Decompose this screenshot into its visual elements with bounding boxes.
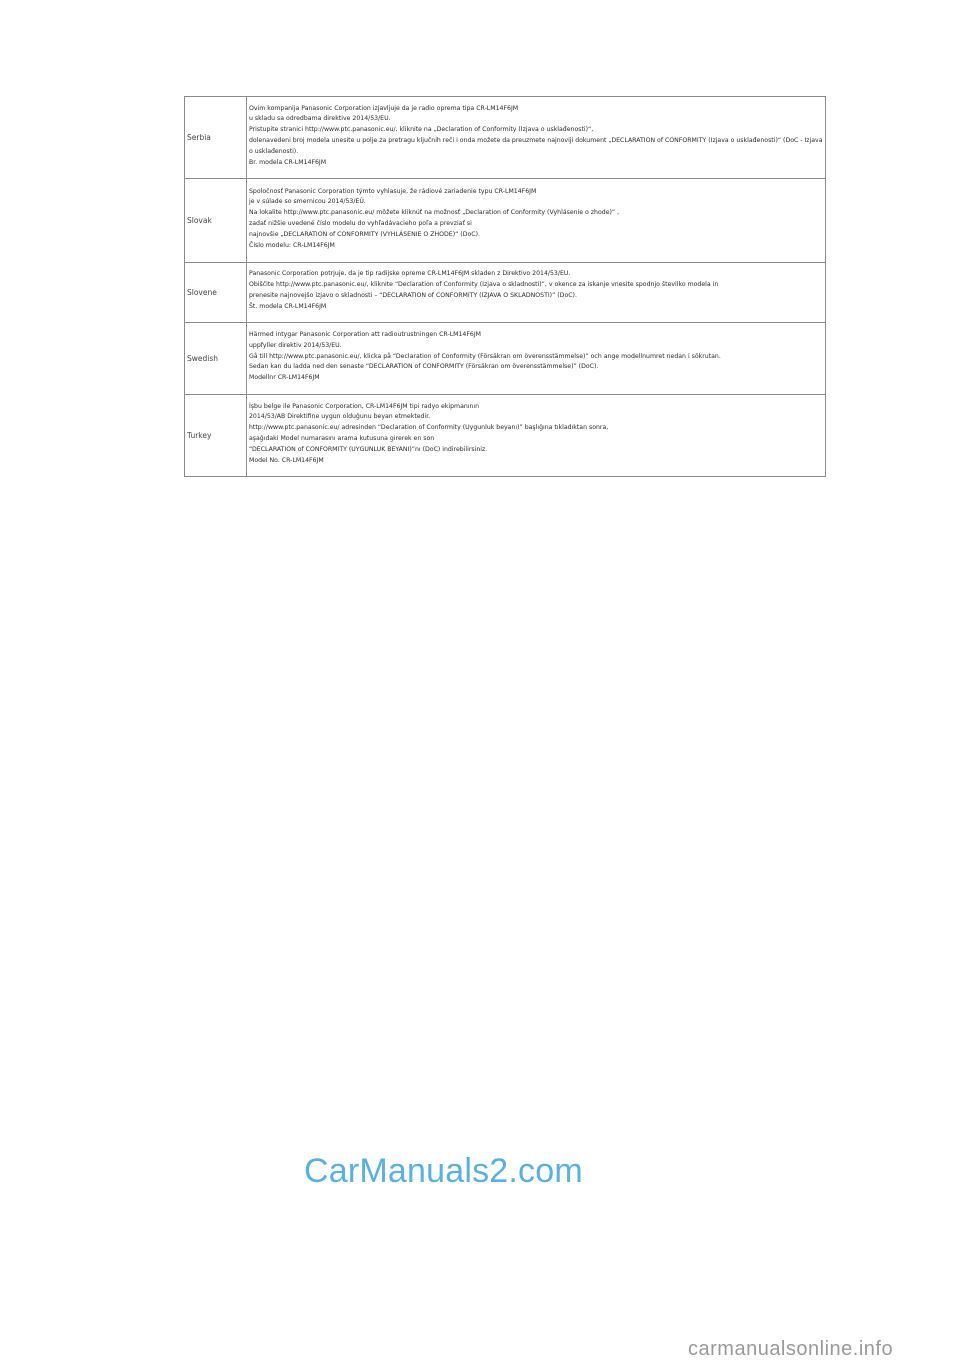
text-line: je v súlade so smernicou 2014/53/EÚ. [249,198,366,206]
text-line: Model No. CR-LM14F6JM [249,456,324,464]
text-line: “DECLARATION of CONFORMITY (UYGUNLUK BEYANI)”nı (DoC) indirebilirsiniz. [249,445,488,453]
table-row [185,179,826,263]
table-row [185,395,826,477]
text-line: 2014/53/AB Direktifine uygun olduğunu beyan etmektedir. [249,413,431,421]
text-line: Härmed intygar Panasonic Corporation att radioutrustningen CR-LM14F6JM [249,331,482,338]
text-line: Panasonic Corporation potrjuje, da je tip radijske opreme CR-LM14F6JM skladen z Direktivo 2014/53/EU. [249,270,571,278]
declaration-text [247,263,826,323]
text-line: prenesite najnovejšo izjavo o skladnosti – “DECLARATION of CONFORMITY (IZJAVA O SKLADNOSTI)” (DoC). [249,292,577,299]
language-cell: Serbia [185,97,247,179]
text-line: Ovim kompanija Panasonic Corporation izjavljuje da je radio oprema tipa CR-LM14F6JM [249,104,519,112]
language-cell: Swedish [185,323,247,395]
table-row [185,323,826,395]
declaration-table [184,96,826,477]
text-line: zadať nižšie uvedené číslo modelu do vyhľadávacieho poľa a prevziať si [249,220,472,227]
text-line: Št. modela CR-LM14F6JM [249,302,327,310]
text-line: Gå till http://www.ptc.panasonic.eu/, klicka på “Declaration of Conformity (Försäkran om överensstämmelse)” och ange modellnumret nedan i sökrutan. [249,352,721,360]
language-cell: Slovene [185,263,247,323]
carmanuals-watermark: CarManuals2.com [304,1152,583,1190]
declaration-text [247,179,826,263]
text-line: Br. modela CR-LM14F6JM [249,158,327,166]
table-row [185,97,826,179]
text-line: dolenavedeni broj modela unesite u polje za pretragu ključnih reči i onda možete da preuzmete najnoviji dokument „DECLARATION of CONFORMITY (Izjava o usklađenosti)“ (DoC - Izjava o usklađenosti). [249,137,823,155]
language-cell: Turkey [185,395,247,477]
language-cell: Slovak [185,179,247,263]
table-row [185,263,826,323]
text-line: uppfyller direktiv 2014/53/EU. [249,341,342,349]
text-line: Na lokalite http://www.ptc.panasonic.eu/ môžete kliknúť na možnosť „Declaration of Conformity (Vyhlásenie o zhode)“ , [249,209,620,217]
text-line: İşbu belge ile Panasonic Corporation, CR-LM14F6JM tipi radyo ekipmanının [249,402,480,410]
text-line: Obiščite http://www.ptc.panasonic.eu/, kliknite “Declaration of Conformity (Izjava o skladnosti)”, v okence za iskanje vnesite spodnjo številko modela in [249,281,719,289]
text-line: http://www.ptc.panasonic.eu/ adresinden “Declaration of Conformity (Uygunluk beyanı)” başlığına tıkladıktan sonra, [249,424,609,432]
text-line: u skladu sa odredbama direktive 2014/53/EU. [249,115,391,123]
declaration-text [247,395,826,477]
text-line: Číslo modelu: CR-LM14F6JM [249,241,335,249]
text-line: Sedan kan du ladda ned den senaste “DECLARATION of CONFORMITY (Försäkran om överensstämmelse)” (DoC). [249,363,599,371]
text-line: Modellnr CR-LM14F6JM [249,374,320,382]
text-line: Pristupite stranici http://www.ptc.panasonic.eu/, kliknite na „Declaration of Conformity (Izjava o usklađenosti)“, [249,126,594,134]
text-line: Spoločnosť Panasonic Corporation týmto vyhlasuje, že rádiové zariadenie typu CR-LM14F6JM [249,187,537,195]
text-line: aşağıdaki Model numarasını arama kutusuna girerek en son [249,435,435,442]
footer-watermark: carmanualsonline.info [688,1338,894,1360]
text-line: najnovšie „DECLARATION of CONFORMITY (VYHLÁSENIE O ZHODE)“ (DoC). [249,230,480,238]
declaration-text [247,97,826,179]
declaration-text [247,323,826,395]
